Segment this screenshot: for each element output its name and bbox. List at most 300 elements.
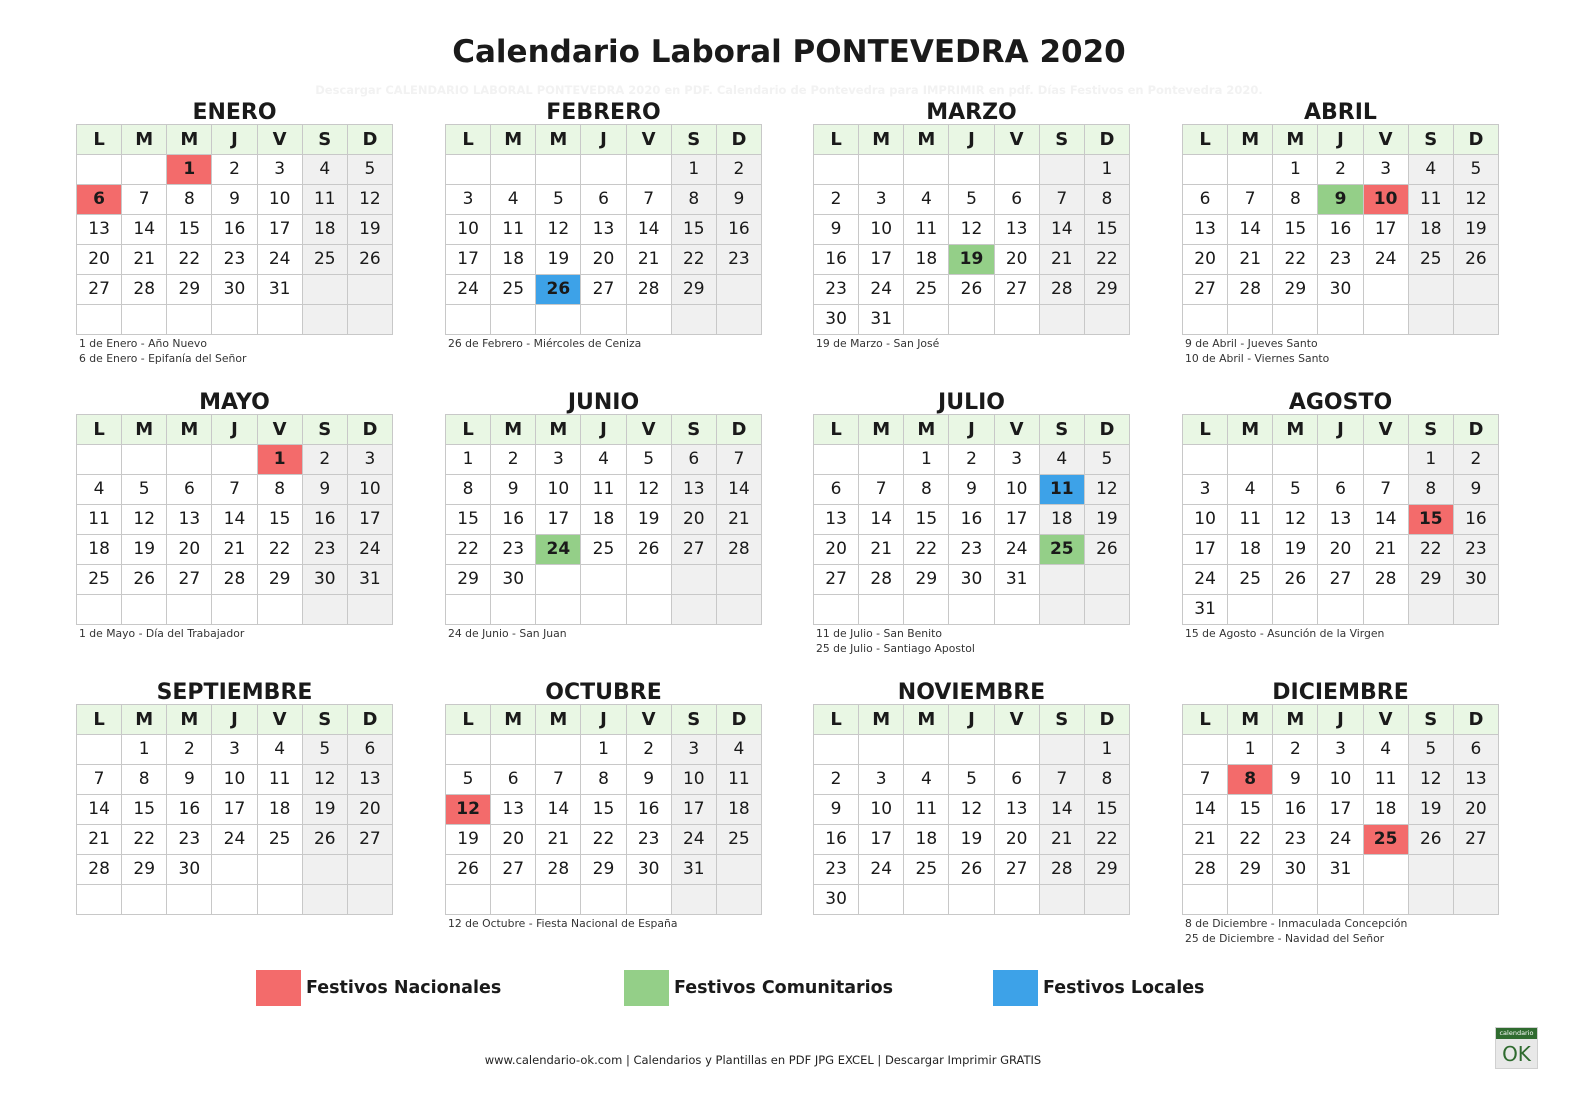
day-cell: 23 (717, 245, 762, 275)
day-cell: 7 (859, 475, 904, 505)
day-cell: 20 (814, 535, 859, 565)
weekday-header: S (1040, 705, 1085, 735)
day-cell: 10 (258, 185, 303, 215)
day-cell: 24 (859, 275, 904, 305)
day-cell: 24 (859, 855, 904, 885)
month-grid (813, 124, 1130, 335)
month-septiembre (76, 677, 393, 916)
weekday-header: M (859, 125, 904, 155)
day-cell: 3 (1364, 155, 1409, 185)
empty-day-cell (348, 855, 393, 885)
day-cell: 11 (717, 765, 762, 795)
day-cell: 4 (904, 765, 949, 795)
empty-day-cell (859, 885, 904, 915)
day-cell: 27 (814, 565, 859, 595)
day-cell: 23 (627, 825, 672, 855)
week-row (1183, 535, 1499, 565)
holiday-note: 19 de Marzo - San José (816, 337, 940, 350)
weekday-header: D (1454, 125, 1499, 155)
holiday-notes (1182, 915, 1499, 946)
month-name: ENERO (192, 100, 277, 125)
day-cell: 30 (1454, 565, 1499, 595)
day-cell: 9 (1454, 475, 1499, 505)
holiday-note: 24 de Junio - San Juan (448, 627, 567, 640)
month-grid (76, 124, 393, 335)
day-cell: 21 (1228, 245, 1273, 275)
weekday-header: M (491, 705, 536, 735)
day-cell: 26 (446, 855, 491, 885)
day-cell: 11 (904, 215, 949, 245)
day-cell: 4 (303, 155, 348, 185)
week-row (77, 505, 393, 535)
legend-comunitario-swatch (624, 970, 669, 1006)
empty-day-cell (995, 595, 1040, 625)
holiday-note: 26 de Febrero - Miércoles de Ceniza (448, 337, 642, 350)
day-cell: 12 (1085, 475, 1130, 505)
day-cell: 15 (1228, 795, 1273, 825)
day-cell: 25 (581, 535, 626, 565)
weekday-header-row (814, 705, 1130, 735)
day-cell: 6 (1318, 475, 1363, 505)
holiday-note: 25 de Julio - Santiago Apostol (816, 642, 975, 655)
weekday-header: L (446, 125, 491, 155)
empty-day-cell (814, 595, 859, 625)
empty-day-cell (1454, 305, 1499, 335)
day-cell: 3 (258, 155, 303, 185)
day-cell: 4 (1040, 445, 1085, 475)
day-cell: 26 (122, 565, 167, 595)
legend-local-swatch (993, 970, 1038, 1006)
holiday-notes (813, 915, 1130, 916)
day-cell: 11 (1364, 765, 1409, 795)
day-cell: 27 (348, 825, 393, 855)
day-cell: 27 (77, 275, 122, 305)
weekday-header: M (536, 415, 581, 445)
weekday-header: M (1228, 705, 1273, 735)
week-row (814, 305, 1130, 335)
day-cell: 24 (995, 535, 1040, 565)
holiday-notes (76, 915, 393, 916)
day-cell: 20 (581, 245, 626, 275)
day-cell: 26 (1454, 245, 1499, 275)
day-cell: 7 (122, 185, 167, 215)
day-cell: 21 (536, 825, 581, 855)
week-row (814, 155, 1130, 185)
weekday-header: D (717, 705, 762, 735)
day-cell: 15 (581, 795, 626, 825)
weekday-header: D (348, 125, 393, 155)
month-grid (1182, 414, 1499, 625)
week-row (1183, 795, 1499, 825)
week-row (77, 275, 393, 305)
week-row (77, 595, 393, 625)
holiday-day-cell: 25 (1040, 535, 1085, 565)
empty-day-cell (303, 595, 348, 625)
day-cell: 15 (446, 505, 491, 535)
empty-day-cell (627, 595, 672, 625)
empty-day-cell (627, 885, 672, 915)
weekday-header: M (1228, 125, 1273, 155)
day-cell: 13 (672, 475, 717, 505)
day-cell: 8 (1085, 185, 1130, 215)
day-cell: 25 (1228, 565, 1273, 595)
empty-day-cell (904, 735, 949, 765)
weekday-header: V (995, 415, 1040, 445)
day-cell: 21 (212, 535, 257, 565)
day-cell: 25 (904, 855, 949, 885)
weekday-header: M (491, 125, 536, 155)
day-cell: 18 (1228, 535, 1273, 565)
weekday-header: M (167, 125, 212, 155)
empty-day-cell (303, 885, 348, 915)
day-cell: 1 (904, 445, 949, 475)
week-row (77, 765, 393, 795)
empty-day-cell (1364, 445, 1409, 475)
day-cell: 3 (348, 445, 393, 475)
empty-day-cell (348, 275, 393, 305)
holiday-note: 8 de Diciembre - Inmaculada Concepción (1185, 917, 1408, 930)
day-cell: 3 (859, 765, 904, 795)
empty-day-cell (348, 595, 393, 625)
day-cell: 18 (581, 505, 626, 535)
weekday-header: L (446, 415, 491, 445)
day-cell: 13 (167, 505, 212, 535)
day-cell: 11 (258, 765, 303, 795)
empty-day-cell (1183, 155, 1228, 185)
day-cell: 23 (303, 535, 348, 565)
weekday-header: J (949, 705, 994, 735)
empty-day-cell (1183, 885, 1228, 915)
day-cell: 9 (627, 765, 672, 795)
day-cell: 3 (536, 445, 581, 475)
week-row (446, 735, 762, 765)
day-cell: 29 (122, 855, 167, 885)
day-cell: 8 (1409, 475, 1454, 505)
day-cell: 21 (122, 245, 167, 275)
weekday-header: L (77, 125, 122, 155)
holiday-note: 1 de Mayo - Día del Trabajador (79, 627, 245, 640)
day-cell: 10 (446, 215, 491, 245)
day-cell: 1 (1273, 155, 1318, 185)
day-cell: 28 (1040, 855, 1085, 885)
empty-day-cell (77, 155, 122, 185)
day-cell: 22 (672, 245, 717, 275)
empty-day-cell (212, 305, 257, 335)
empty-day-cell (212, 595, 257, 625)
empty-day-cell (1409, 275, 1454, 305)
month-name: OCTUBRE (545, 680, 662, 705)
month-grid (445, 704, 762, 915)
day-cell: 6 (1454, 735, 1499, 765)
week-row (814, 215, 1130, 245)
day-cell: 1 (1228, 735, 1273, 765)
empty-day-cell (717, 595, 762, 625)
empty-day-cell (258, 595, 303, 625)
day-cell: 13 (348, 765, 393, 795)
week-row (446, 215, 762, 245)
day-cell: 5 (303, 735, 348, 765)
week-row (1183, 475, 1499, 505)
day-cell: 4 (1228, 475, 1273, 505)
empty-day-cell (859, 595, 904, 625)
day-cell: 4 (904, 185, 949, 215)
weekday-header: M (536, 705, 581, 735)
day-cell: 27 (581, 275, 626, 305)
day-cell: 7 (627, 185, 672, 215)
empty-day-cell (1364, 305, 1409, 335)
empty-day-cell (1318, 885, 1363, 915)
weekday-header: M (1273, 415, 1318, 445)
day-cell: 3 (672, 735, 717, 765)
empty-day-cell (212, 885, 257, 915)
holiday-notes (1182, 335, 1499, 366)
empty-day-cell (167, 595, 212, 625)
weekday-header-row (446, 125, 762, 155)
day-cell: 26 (949, 275, 994, 305)
day-cell: 3 (212, 735, 257, 765)
weekday-header-row (446, 415, 762, 445)
day-cell: 12 (122, 505, 167, 535)
day-cell: 21 (1040, 825, 1085, 855)
week-row (1183, 445, 1499, 475)
day-cell: 17 (348, 505, 393, 535)
day-cell: 9 (212, 185, 257, 215)
day-cell: 5 (1454, 155, 1499, 185)
day-cell: 5 (627, 445, 672, 475)
empty-day-cell (1364, 855, 1409, 885)
day-cell: 13 (581, 215, 626, 245)
empty-day-cell (1409, 595, 1454, 625)
weekday-header: M (491, 415, 536, 445)
empty-day-cell (446, 735, 491, 765)
day-cell: 17 (446, 245, 491, 275)
empty-day-cell (672, 565, 717, 595)
day-cell: 16 (1454, 505, 1499, 535)
day-cell: 7 (536, 765, 581, 795)
day-cell: 17 (672, 795, 717, 825)
empty-day-cell (1040, 155, 1085, 185)
day-cell: 5 (1409, 735, 1454, 765)
empty-day-cell (536, 735, 581, 765)
day-cell: 19 (122, 535, 167, 565)
empty-day-cell (859, 735, 904, 765)
empty-day-cell (1085, 565, 1130, 595)
empty-day-cell (536, 595, 581, 625)
day-cell: 8 (446, 475, 491, 505)
week-row (446, 185, 762, 215)
day-cell: 2 (814, 185, 859, 215)
holiday-notes (813, 625, 1130, 656)
day-cell: 14 (1364, 505, 1409, 535)
day-cell: 6 (814, 475, 859, 505)
day-cell: 17 (258, 215, 303, 245)
empty-day-cell (1085, 885, 1130, 915)
week-row (814, 245, 1130, 275)
day-cell: 19 (303, 795, 348, 825)
week-row (446, 535, 762, 565)
empty-day-cell (77, 735, 122, 765)
month-grid (1182, 704, 1499, 915)
empty-day-cell (672, 595, 717, 625)
weekday-header-row (1183, 415, 1499, 445)
day-cell: 8 (904, 475, 949, 505)
empty-day-cell (258, 305, 303, 335)
week-row (77, 825, 393, 855)
week-row (1183, 275, 1499, 305)
empty-day-cell (77, 305, 122, 335)
week-row (1183, 505, 1499, 535)
day-cell: 21 (627, 245, 672, 275)
month-name: ABRIL (1304, 100, 1377, 125)
day-cell: 5 (122, 475, 167, 505)
empty-day-cell (446, 155, 491, 185)
day-cell: 9 (814, 215, 859, 245)
empty-day-cell (491, 735, 536, 765)
day-cell: 25 (491, 275, 536, 305)
weekday-header: M (122, 415, 167, 445)
week-row (77, 565, 393, 595)
weekday-header: M (1228, 415, 1273, 445)
day-cell: 16 (303, 505, 348, 535)
empty-day-cell (491, 595, 536, 625)
week-row (446, 565, 762, 595)
weekday-header: S (1409, 415, 1454, 445)
day-cell: 1 (122, 735, 167, 765)
day-cell: 29 (446, 565, 491, 595)
day-cell: 22 (1273, 245, 1318, 275)
page-title: Calendario Laboral PONTEVEDRA 2020 (452, 34, 1126, 70)
day-cell: 30 (303, 565, 348, 595)
day-cell: 21 (77, 825, 122, 855)
day-cell: 12 (627, 475, 672, 505)
empty-day-cell (1364, 885, 1409, 915)
week-row (814, 735, 1130, 765)
holiday-notes (76, 625, 393, 641)
empty-day-cell (1085, 305, 1130, 335)
weekday-header: L (1183, 415, 1228, 445)
day-cell: 28 (1364, 565, 1409, 595)
legend-nacional-label: Festivos Nacionales (306, 978, 502, 998)
day-cell: 30 (949, 565, 994, 595)
day-cell: 24 (446, 275, 491, 305)
day-cell: 10 (859, 795, 904, 825)
day-cell: 23 (167, 825, 212, 855)
month-grid (813, 704, 1130, 915)
day-cell: 15 (904, 505, 949, 535)
holiday-note: 15 de Agosto - Asunción de la Virgen (1185, 627, 1385, 640)
day-cell: 29 (581, 855, 626, 885)
empty-day-cell (1409, 885, 1454, 915)
day-cell: 9 (167, 765, 212, 795)
day-cell: 4 (258, 735, 303, 765)
holiday-notes (1182, 625, 1499, 641)
empty-day-cell (348, 885, 393, 915)
empty-day-cell (814, 445, 859, 475)
week-row (77, 245, 393, 275)
day-cell: 29 (1085, 855, 1130, 885)
day-cell: 12 (1454, 185, 1499, 215)
holiday-notes (76, 335, 393, 366)
week-row (77, 735, 393, 765)
day-cell: 15 (1085, 215, 1130, 245)
logo-top-text: calendario (1496, 1028, 1537, 1039)
day-cell: 22 (1409, 535, 1454, 565)
day-cell: 13 (491, 795, 536, 825)
weekday-header: M (859, 415, 904, 445)
day-cell: 29 (258, 565, 303, 595)
empty-day-cell (717, 855, 762, 885)
day-cell: 12 (303, 765, 348, 795)
weekday-header: D (1085, 125, 1130, 155)
empty-day-cell (1183, 735, 1228, 765)
empty-day-cell (627, 305, 672, 335)
day-cell: 26 (1273, 565, 1318, 595)
empty-day-cell (949, 595, 994, 625)
day-cell: 13 (1318, 505, 1363, 535)
day-cell: 28 (122, 275, 167, 305)
day-cell: 8 (1085, 765, 1130, 795)
day-cell: 14 (122, 215, 167, 245)
weekday-header: D (348, 705, 393, 735)
empty-day-cell (1040, 305, 1085, 335)
day-cell: 2 (303, 445, 348, 475)
weekday-header: J (212, 125, 257, 155)
day-cell: 29 (904, 565, 949, 595)
day-cell: 15 (1085, 795, 1130, 825)
weekday-header-row (1183, 125, 1499, 155)
month-diciembre (1182, 677, 1499, 946)
empty-day-cell (581, 305, 626, 335)
day-cell: 23 (491, 535, 536, 565)
day-cell: 11 (1228, 505, 1273, 535)
empty-day-cell (212, 445, 257, 475)
empty-day-cell (446, 305, 491, 335)
day-cell: 16 (212, 215, 257, 245)
holiday-day-cell: 26 (536, 275, 581, 305)
day-cell: 6 (581, 185, 626, 215)
holiday-day-cell: 9 (1318, 185, 1363, 215)
day-cell: 16 (814, 825, 859, 855)
day-cell: 14 (77, 795, 122, 825)
day-cell: 3 (995, 445, 1040, 475)
weekday-header: M (904, 125, 949, 155)
month-junio (445, 387, 762, 641)
day-cell: 18 (258, 795, 303, 825)
day-cell: 27 (1183, 275, 1228, 305)
day-cell: 4 (491, 185, 536, 215)
empty-day-cell (949, 305, 994, 335)
day-cell: 20 (1183, 245, 1228, 275)
day-cell: 10 (672, 765, 717, 795)
day-cell: 2 (167, 735, 212, 765)
day-cell: 26 (1409, 825, 1454, 855)
empty-day-cell (1318, 595, 1363, 625)
empty-day-cell (672, 305, 717, 335)
day-cell: 29 (1228, 855, 1273, 885)
holiday-day-cell: 25 (1364, 825, 1409, 855)
day-cell: 28 (1040, 275, 1085, 305)
holiday-notes (445, 625, 762, 641)
week-row (77, 155, 393, 185)
weekday-header-row (814, 125, 1130, 155)
empty-day-cell (1318, 305, 1363, 335)
week-row (77, 535, 393, 565)
weekday-header: L (446, 705, 491, 735)
day-cell: 13 (995, 215, 1040, 245)
day-cell: 9 (814, 795, 859, 825)
day-cell: 2 (1454, 445, 1499, 475)
day-cell: 5 (348, 155, 393, 185)
